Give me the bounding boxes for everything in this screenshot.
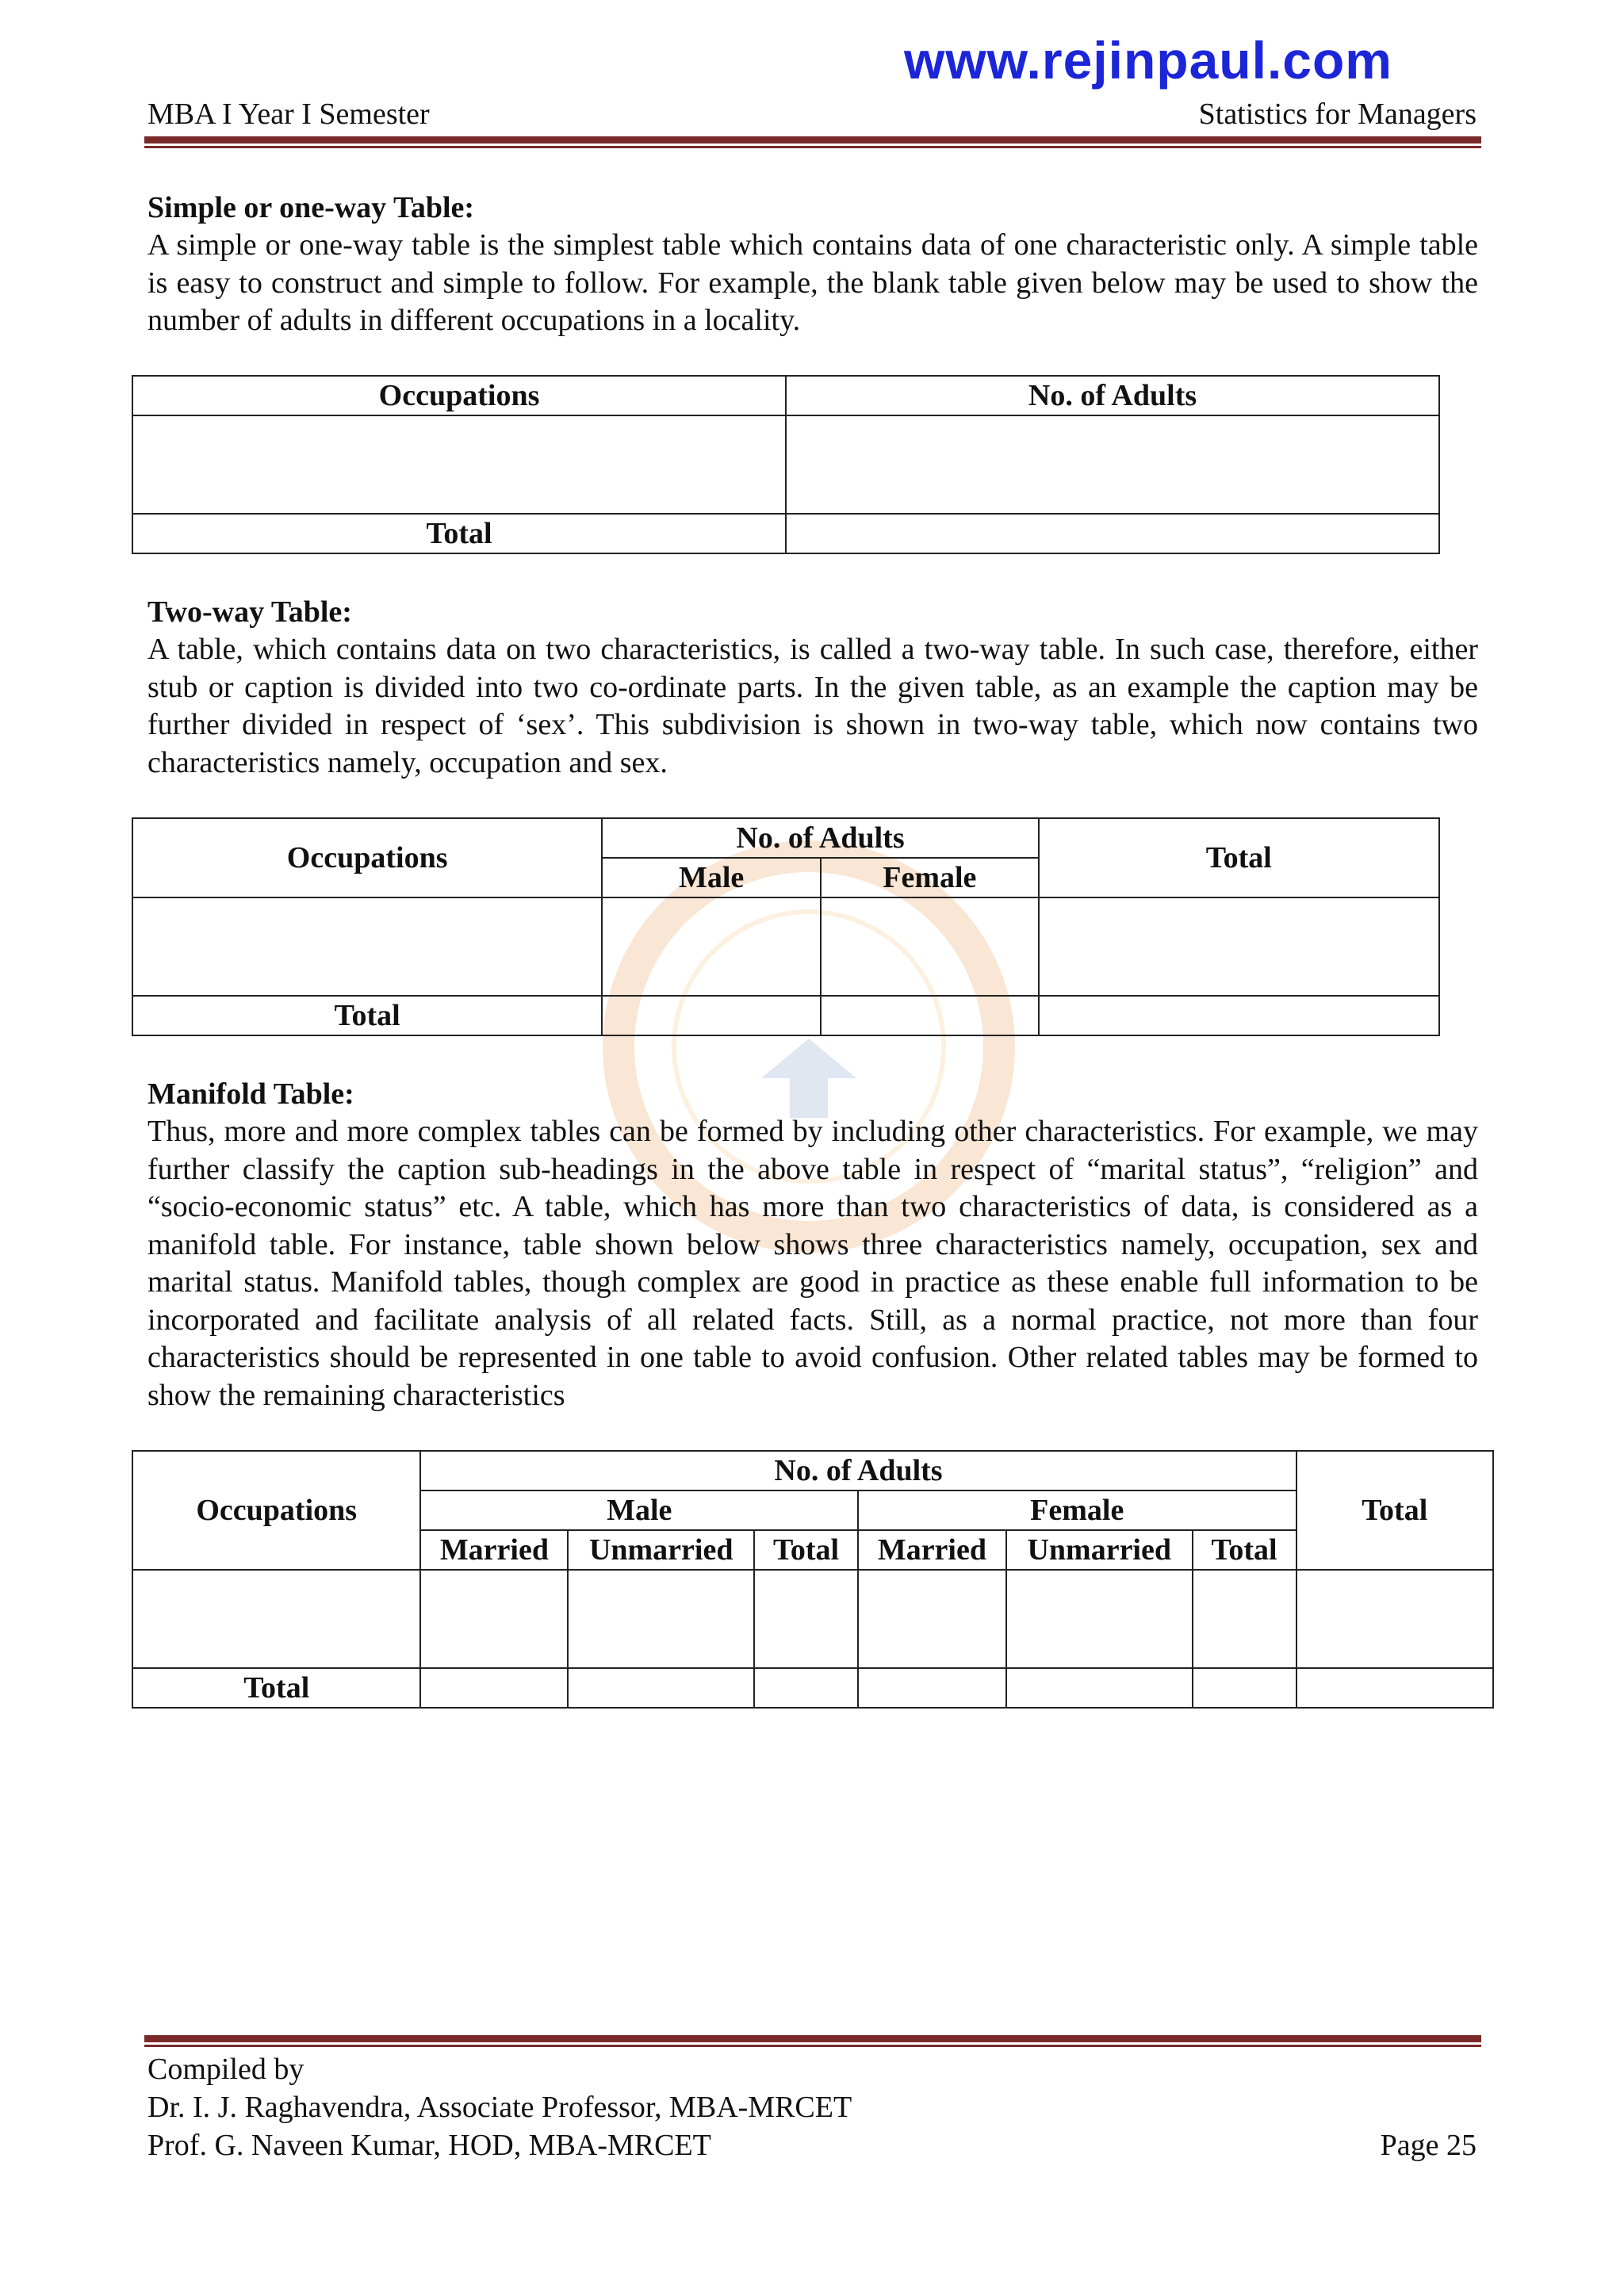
table-cell xyxy=(602,897,821,996)
header-rule xyxy=(144,136,1481,144)
twoway-table-heading: Two-way Table: xyxy=(147,595,352,629)
table-cell xyxy=(1006,1668,1193,1708)
simple-table-paragraph: A simple or one-way table is the simplest table which contains data of one characteristic only. A simple table is easy to construct and simple to follow. For example, the blank table given below may be used to show the number of adults in different occupations in a locality. xyxy=(147,228,1478,337)
header-female: Female xyxy=(858,1490,1297,1530)
site-url[interactable]: www.rejinpaul.com xyxy=(904,31,1392,90)
header-male: Male xyxy=(420,1490,858,1530)
footer-author-2: Prof. G. Naveen Kumar, HOD, MBA-MRCET xyxy=(147,2129,711,2162)
header-subject: Statistics for Managers xyxy=(1198,98,1477,131)
footer-rule xyxy=(144,2035,1481,2042)
table-cell xyxy=(132,1570,420,1668)
twoway-table xyxy=(132,817,1440,1036)
table-cell xyxy=(132,415,786,514)
table-cell xyxy=(858,1570,1006,1668)
manifold-table xyxy=(132,1450,1494,1709)
table-cell xyxy=(1297,1668,1494,1708)
simple-table xyxy=(132,375,1440,554)
footer-rule-thin xyxy=(144,2045,1481,2047)
header-female-unmarried: Unmarried xyxy=(1006,1530,1193,1570)
header-male: Male xyxy=(602,858,821,897)
simple-table-heading: Simple or one-way Table: xyxy=(147,191,475,224)
header-male-married: Married xyxy=(420,1530,568,1570)
table-cell xyxy=(568,1570,754,1668)
table-cell xyxy=(786,514,1439,553)
table-cell xyxy=(1006,1570,1193,1668)
page-number: Page 25 xyxy=(1380,2129,1477,2162)
header-adults: No. of Adults xyxy=(420,1451,1296,1490)
manifold-table-paragraph: Thus, more and more complex tables can be formed by including other characteristics. For example, we may further classify the caption sub-headings in the above table in respect of “marital status”, “religion” and “socio-economic status” etc. A table, which has more than two characteristics of data, is considered as a manifold table. For instance, table shown below shows three characteristics namely, occupation, sex and marital status. Manifold tables, though complex are good in practice as these enable full information to be incorporated and facilitate analysis of all related facts. Still, as a normal practice, not more than four characteristics should be represented in one table to avoid confusion. Other related tables may be formed to show the remaining characteristics xyxy=(147,1115,1478,1412)
table-cell xyxy=(568,1668,754,1708)
header-male-unmarried: Unmarried xyxy=(568,1530,754,1570)
header-occupations: Occupations xyxy=(132,1451,420,1570)
table-cell xyxy=(754,1668,858,1708)
header-occupations: Occupations xyxy=(132,376,786,415)
table-cell xyxy=(132,897,602,996)
header-adults: No. of Adults xyxy=(786,376,1439,415)
header-adults: No. of Adults xyxy=(602,818,1038,858)
header-total: Total xyxy=(1297,1451,1494,1570)
table-cell xyxy=(821,996,1039,1035)
table-cell xyxy=(1039,897,1439,996)
table-cell xyxy=(754,1570,858,1668)
twoway-table-paragraph: A table, which contains data on two characteristics, is called a two-way table. In such case, therefore, either stub or caption is divided into two co-ordinate parts. In the given table, as an example the caption may be further divided in respect of ‘sex’. This subdivision is shown in two-way table, which now contains two characteristics namely, occupation and sex. xyxy=(147,633,1478,779)
table-cell xyxy=(1297,1570,1494,1668)
table-cell xyxy=(420,1668,568,1708)
table-cell xyxy=(786,415,1439,514)
header-occupations: Occupations xyxy=(132,818,602,897)
manifold-table-heading: Manifold Table: xyxy=(147,1077,354,1111)
table-cell xyxy=(420,1570,568,1668)
table-cell xyxy=(821,897,1039,996)
total-row-label: Total xyxy=(132,1668,420,1708)
table-cell xyxy=(858,1668,1006,1708)
total-row-label: Total xyxy=(132,996,602,1035)
header-female: Female xyxy=(821,858,1039,897)
header-rule-thin xyxy=(144,146,1481,148)
header-male-total: Total xyxy=(754,1530,858,1570)
table-cell xyxy=(1193,1668,1297,1708)
header-female-total: Total xyxy=(1193,1530,1297,1570)
header-course: MBA I Year I Semester xyxy=(147,98,430,131)
footer-author-1: Dr. I. J. Raghavendra, Associate Professor, MBA-MRCET xyxy=(147,2091,852,2124)
table-cell xyxy=(1039,996,1439,1035)
table-cell xyxy=(1193,1570,1297,1668)
total-row-label: Total xyxy=(132,514,786,553)
header-female-married: Married xyxy=(858,1530,1006,1570)
header-total: Total xyxy=(1039,818,1439,897)
table-cell xyxy=(602,996,821,1035)
footer-compiled-by: Compiled by xyxy=(147,2053,304,2086)
